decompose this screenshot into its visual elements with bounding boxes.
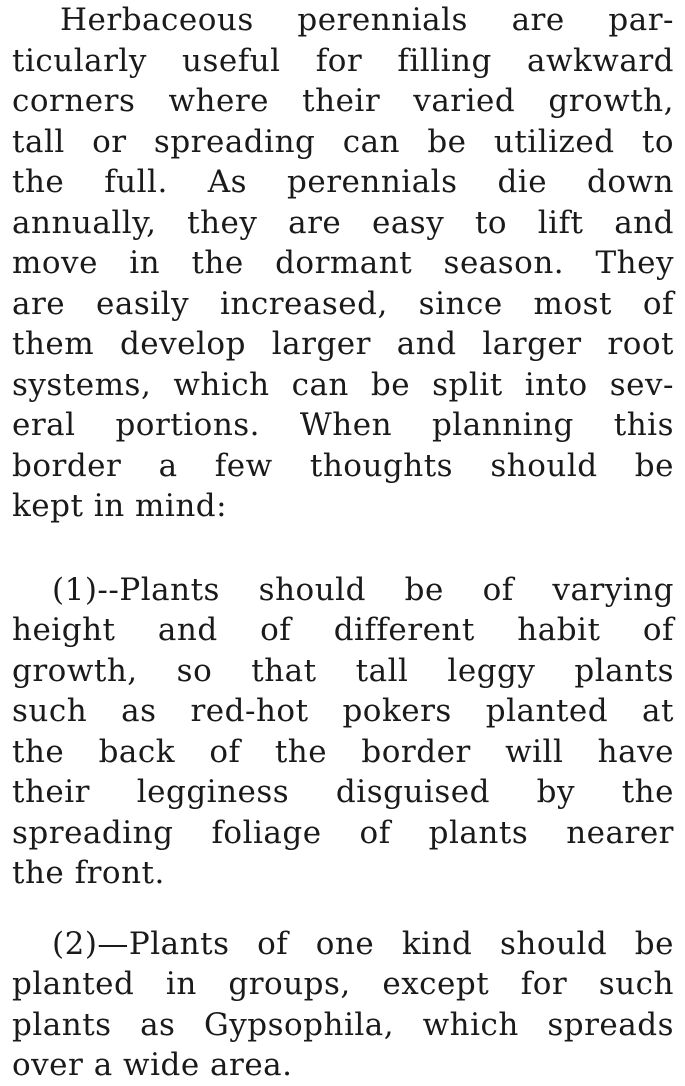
text-line: ticularly useful for filling awkward (12, 42, 674, 79)
text-line: eral portions. When planning this (12, 407, 674, 443)
text-line: planted in groups, except for such (12, 966, 674, 1002)
text-line: growth, so that tall leggy plants (12, 652, 674, 689)
text-line: tall or spreading can be utilized to (12, 123, 674, 160)
text-line: border a few thoughts should be (12, 447, 674, 484)
text-line: move in the dormant season. They (12, 245, 674, 281)
newspaper-column (12, 0, 674, 1086)
text-line: height and of different habit of (12, 612, 674, 648)
text-line: over a wide area. (12, 1047, 293, 1083)
text-line: plants as Gypsophila, which spreads (12, 1006, 674, 1043)
point-2-paragraph (12, 924, 674, 1086)
text-line: annually, they are easy to lift and (12, 204, 674, 241)
text-line: the full. As perennials die down (12, 164, 674, 200)
text-line: spreading foliage of plants nearer (12, 814, 674, 851)
text-line: them develop larger and larger root (12, 326, 674, 362)
text-line: the back of the border will have (12, 733, 674, 770)
text-line: systems, which can be split into sev- (12, 366, 674, 403)
text-line: (2)—Plants of one kind should be (52, 925, 674, 962)
text-line: their legginess disguised by the (12, 774, 674, 810)
point-1-paragraph (12, 570, 674, 894)
text-line: Herbaceous perennials are par- (60, 2, 674, 38)
text-line: the front. (12, 855, 165, 891)
text-line: (1)--Plants should be of varying (52, 571, 674, 608)
text-line: corners where their varied growth, (12, 83, 674, 119)
text-line: such as red-hot pokers planted at (12, 693, 674, 729)
text-line: are easily increased, since most of (12, 285, 674, 322)
intro-paragraph (12, 0, 674, 527)
text-line: kept in mind: (12, 488, 228, 524)
